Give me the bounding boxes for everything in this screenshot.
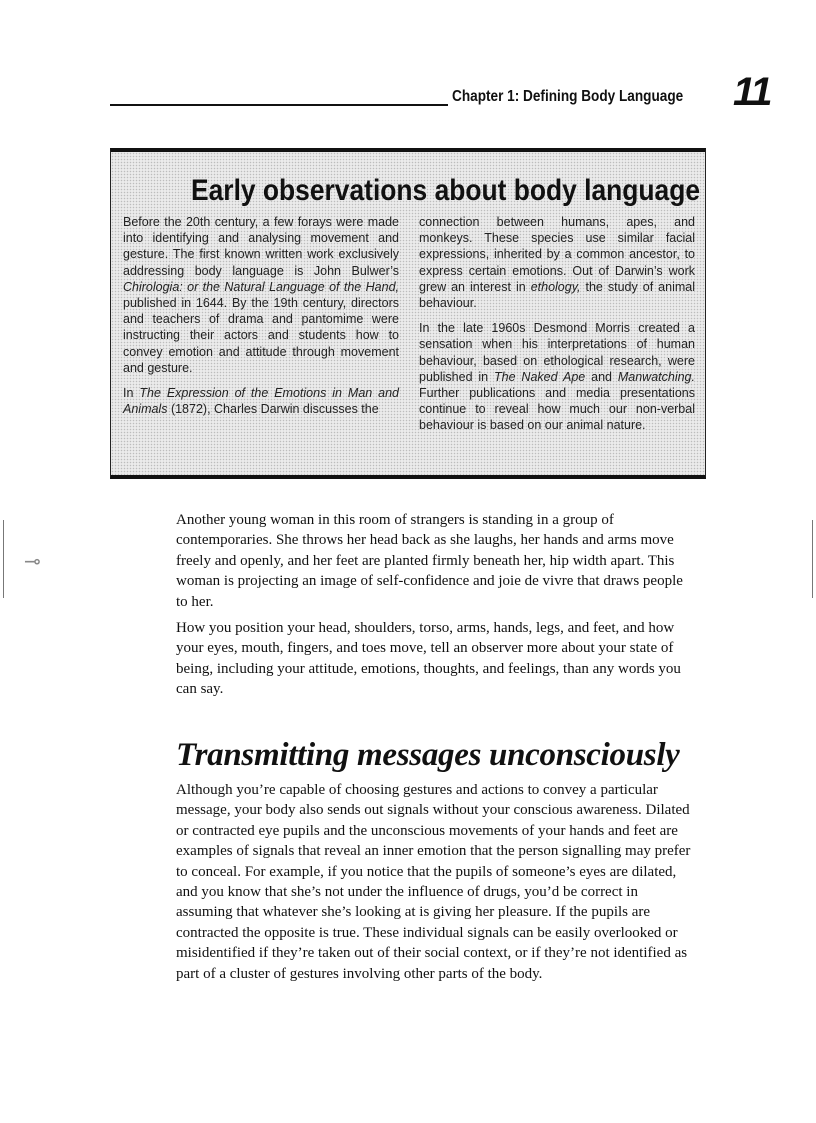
sidebar-text: (1872), Charles Darwin discusses the xyxy=(167,402,379,417)
sidebar-text: connection between humans, apes, and monkeys. These species use similar facial expressions, inherited by a common ancestor, to express certain emotions. Out of Darwin’s work grew an interest in xyxy=(419,215,695,294)
sidebar-text: published in 1644. By the 19th century, directors and teachers of drama and pantomime were instructing their actors and students how to convey emotion and attitude through movement and gesture. xyxy=(123,296,399,375)
crop-mark-left xyxy=(3,520,4,598)
sidebar-paragraph xyxy=(419,214,695,311)
sidebar-text: Before the 20th century, a few forays were made into identifying and analysing movement and gesture. The first known written work exclusively addressing body language is John Bulwer’s xyxy=(123,215,399,278)
sidebar-column-left xyxy=(123,214,399,426)
book-title: The Expression of the Emotions in Man and Animals xyxy=(123,386,399,417)
sidebar-text: In xyxy=(123,386,140,401)
paragraph-text: Another young woman in this room of strangers is standing in a group of contemporaries. She throws her head back as she laughs, her hands and arms move freely and openly, and her feet are planted firmly beneath her, hip width apart. This woman is projecting an image of self-confidence and joie de vivre that draws people to her. xyxy=(176,512,683,610)
body-paragraph-2 xyxy=(176,618,696,700)
registration-mark-icon: ⊸ xyxy=(24,549,41,573)
book-title: Manwatching. xyxy=(617,369,695,384)
sidebar-text: the study of animal behaviour. xyxy=(419,279,695,311)
sidebar-box xyxy=(110,148,706,479)
chapter-title: Chapter 1: Defining Body Language xyxy=(452,88,684,105)
book-title: The Naked Ape xyxy=(494,369,586,384)
paragraph-text: How you position your head, shoulders, torso, arms, hands, legs, and feet, and how your eyes, mouth, fingers, and toes move, tell an observer more about your state of being, including your attitude, emotions, thoughts, and feelings, than any words you can say. xyxy=(176,620,681,698)
sidebar-paragraph xyxy=(123,385,399,417)
sidebar-text: and xyxy=(585,369,618,384)
sidebar-column-right xyxy=(419,214,695,443)
body-paragraph-1 xyxy=(176,510,696,612)
book-title: Chirologia: or the Natural Language of the Hand, xyxy=(123,279,399,294)
sidebar-paragraph xyxy=(123,214,399,376)
body-paragraph-3 xyxy=(176,780,696,984)
header-rule xyxy=(110,104,448,106)
sidebar-title: Early observations about body language xyxy=(191,174,701,207)
sidebar-text: Further publications and media presentations continue to reveal how much our non-verbal behaviour is based on our animal nature. xyxy=(419,386,695,433)
paragraph-text: Although you’re capable of choosing gestures and actions to convey a particular message, your body also sends out signals without your conscious awareness. Dilated or contracted eye pupils and the unconscious movements of your hands and feet are examples of signals that reveal an inner emotion that the person signalling may prefer to conceal. For example, if you notice that the pupils of someone’s eyes are dilated, and you know that she’s not under the influence of drugs, you’d be correct in assuming that whatever she’s looking at is giving her pleasure. If the pupils are contracted the opposite is true. These individual signals can be easily overlooked or misidentified if they’re taken out of their social context, or if they’re not identified as part of a cluster of gestures involving other parts of the body. xyxy=(176,782,691,982)
crop-mark-right xyxy=(812,520,813,598)
sidebar-text: In the late 1960s Desmond Morris created a sensation when his interpretations of human behaviour, based on ethological research, were published in xyxy=(419,321,695,384)
page-number: 11 xyxy=(733,70,771,114)
section-heading: Transmitting messages unconsciously xyxy=(176,737,680,773)
sidebar-paragraph xyxy=(419,320,695,433)
term-ethology: ethology, xyxy=(530,279,581,294)
